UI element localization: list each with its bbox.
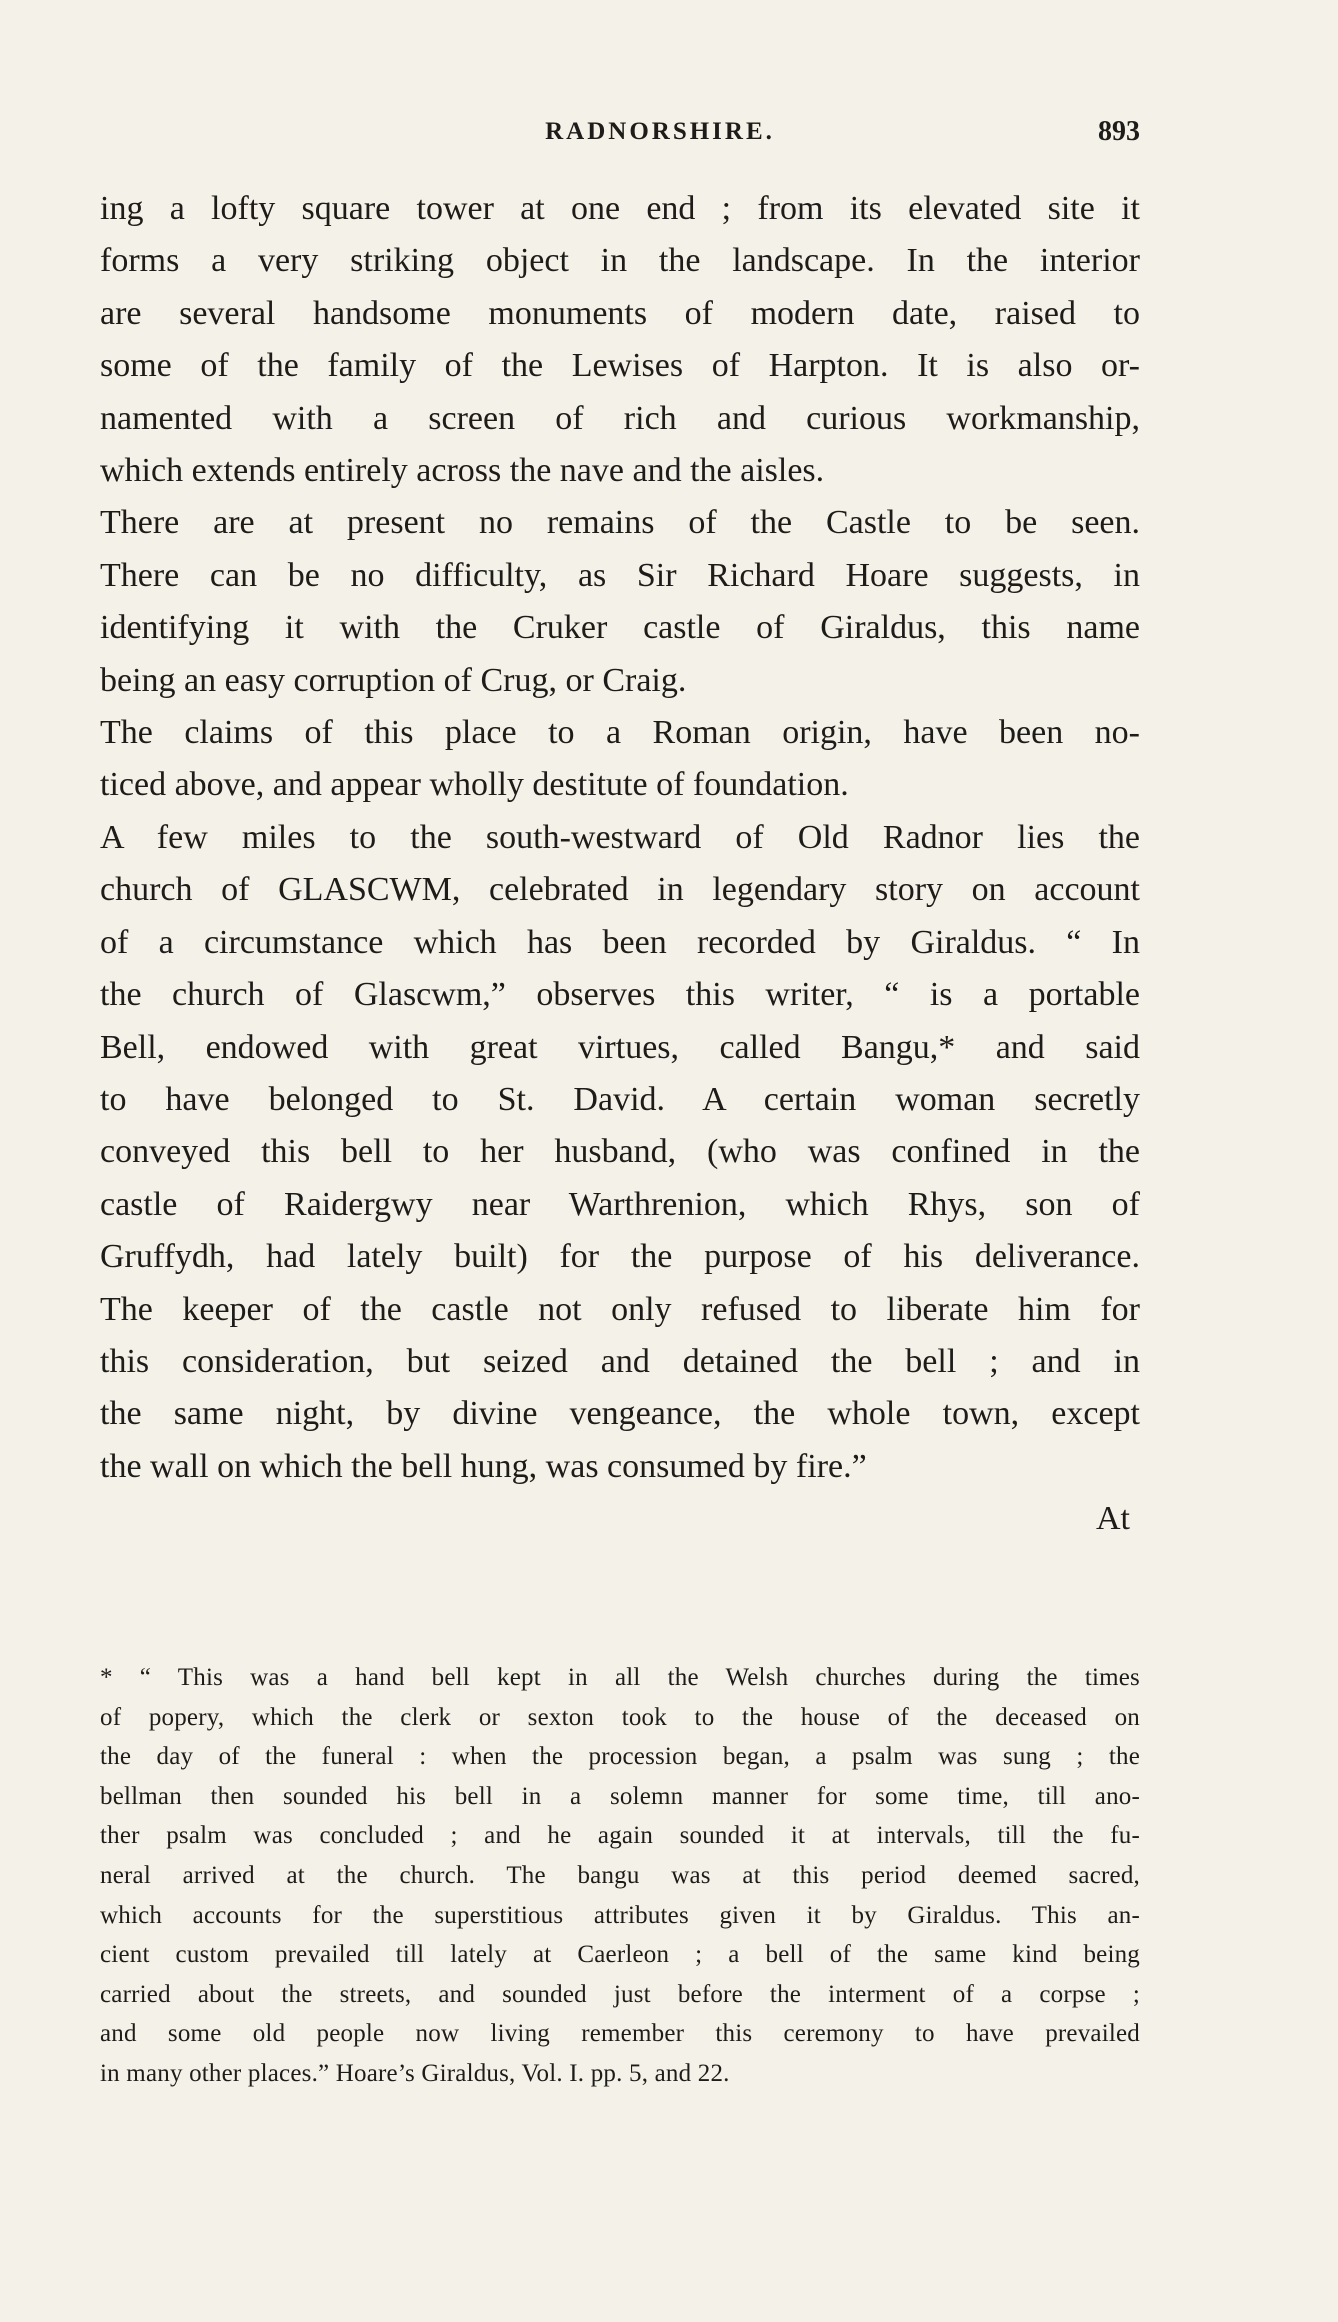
text-line: There can be no difficulty, as Sir Richard Hoare suggests, in bbox=[100, 556, 1140, 594]
footnote bbox=[100, 1658, 1140, 2094]
text-line: some of the family of the Lewises of Harpton. It is also or- bbox=[100, 347, 1140, 385]
text-line: ing a lofty square tower at one end ; from its elevated site it bbox=[100, 190, 1140, 227]
text-line: The keeper of the castle not only refused to liberate him for bbox=[100, 1290, 1140, 1328]
text-line: to have belonged to St. David. A certain woman secretly bbox=[100, 1080, 1140, 1118]
text-line: ticed above, and appear wholly destitute of foundation. bbox=[100, 766, 849, 804]
footnote-line: in many other places.” Hoare’s Giraldus, Vol. I. pp. 5, and 22. bbox=[100, 2059, 730, 2087]
footnote-line: bellman then sounded his bell in a solemn manner for some time, till ano- bbox=[100, 1782, 1140, 1810]
footnote-line: and some old people now living remember this ceremony to have prevailed bbox=[100, 2020, 1140, 2048]
footnote-line: * “ This was a hand bell kept in all the Welsh churches during the times bbox=[100, 1664, 1140, 1691]
footnote-line: which accounts for the superstitious attributes given it by Giraldus. This an- bbox=[100, 1901, 1140, 1929]
text-line: forms a very striking object in the landscape. In the interior bbox=[100, 242, 1140, 280]
text-line: Bell, endowed with great virtues, called Bangu,* and said bbox=[100, 1028, 1140, 1066]
text-line: namented with a screen of rich and curious workmanship, bbox=[100, 399, 1140, 437]
text-line: identifying it with the Cruker castle of Giraldus, this name bbox=[100, 609, 1140, 647]
footnote-line: neral arrived at the church. The bangu was at this period deemed sacred, bbox=[100, 1861, 1140, 1889]
footnote-line: of popery, which the clerk or sexton took to the house of the deceased on bbox=[100, 1703, 1140, 1731]
text-line: There are at present no remains of the Castle to be seen. bbox=[100, 504, 1140, 542]
text-line: castle of Raidergwy near Warthrenion, which Rhys, son of bbox=[100, 1185, 1140, 1223]
text-line: The claims of this place to a Roman origin, have been no- bbox=[100, 714, 1140, 752]
catchword: At bbox=[1096, 1500, 1130, 1538]
text-line: being an easy corruption of Crug, or Craig. bbox=[100, 661, 687, 699]
footnote-line: ther psalm was concluded ; and he again sounded it at intervals, till the fu- bbox=[100, 1822, 1140, 1850]
text-line: the same night, by divine vengeance, the whole town, except bbox=[100, 1395, 1140, 1433]
text-line: are several handsome monuments of modern date, raised to bbox=[100, 294, 1140, 332]
text-line: the wall on which the bell hung, was consumed by fire.” bbox=[100, 1447, 867, 1485]
text-line: of a circumstance which has been recorded by Giraldus. “ In bbox=[100, 923, 1140, 961]
main-text bbox=[100, 183, 1140, 1546]
text-line: conveyed this bell to her husband, (who was confined in the bbox=[100, 1133, 1140, 1171]
text-line: church of GLASCWM, celebrated in legendary story on account bbox=[100, 871, 1140, 909]
page-number: 893 bbox=[1098, 116, 1140, 147]
text-line: the church of Glascwm,” observes this writer, “ is a portable bbox=[100, 976, 1140, 1014]
text-line: this consideration, but seized and detained the bell ; and in bbox=[100, 1342, 1140, 1380]
running-head bbox=[150, 118, 1150, 158]
running-title: RADNORSHIRE. bbox=[545, 118, 775, 145]
footnote-line: the day of the funeral : when the procession began, a psalm was sung ; the bbox=[100, 1743, 1140, 1771]
footnote-line: carried about the streets, and sounded just before the interment of a corpse ; bbox=[100, 1980, 1140, 2008]
text-line: Gruffydh, had lately built) for the purpose of his deliverance. bbox=[100, 1238, 1140, 1276]
text-line: which extends entirely across the nave and the aisles. bbox=[100, 452, 825, 490]
footnote-line: cient custom prevailed till lately at Caerleon ; a bell of the same kind being bbox=[100, 1941, 1140, 1969]
text-line: A few miles to the south-westward of Old Radnor lies the bbox=[100, 818, 1140, 856]
